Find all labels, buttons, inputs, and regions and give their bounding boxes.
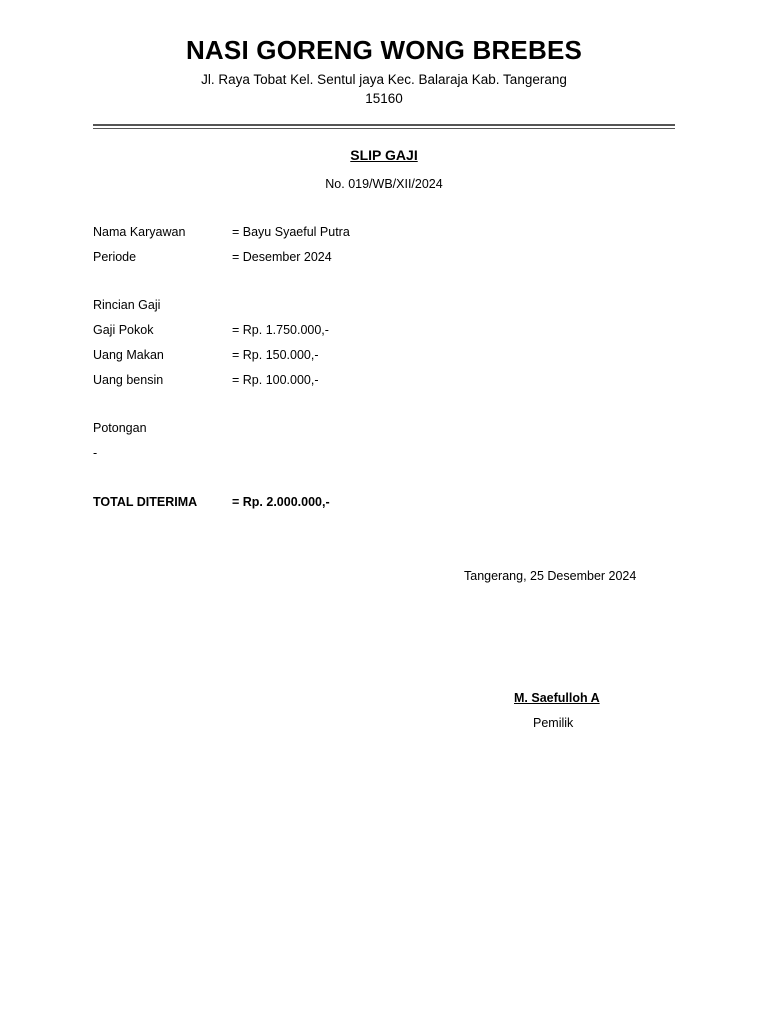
total-received-label: TOTAL DITERIMA	[93, 495, 198, 509]
period-value: = Desember 2024	[232, 250, 332, 264]
period-label: Periode	[93, 250, 137, 264]
fuel-allowance-value: = Rp. 100.000,-	[232, 373, 319, 387]
base-salary-value: = Rp. 1.750.000,-	[232, 323, 329, 337]
header-divider-thick	[93, 124, 675, 126]
header-divider-thin	[93, 128, 675, 129]
signer-role: Pemilik	[533, 716, 574, 730]
company-name: NASI GORENG WONG BREBES	[185, 35, 583, 65]
fuel-allowance-label: Uang bensin	[93, 373, 164, 387]
slip-number: No. 019/WB/XII/2024	[325, 177, 443, 191]
company-address: Jl. Raya Tobat Kel. Sentul jaya Kec. Balaraja Kab. Tangerang 15160	[201, 72, 567, 106]
meal-allowance-value: = Rp. 150.000,-	[232, 348, 319, 362]
salary-details-heading: Rincian Gaji	[93, 298, 161, 312]
slip-title: SLIP GAJI	[350, 147, 418, 163]
deductions-value: -	[93, 446, 98, 460]
signature-place-date: Tangerang, 25 Desember 2024	[464, 569, 637, 583]
base-salary-label: Gaji Pokok	[93, 323, 154, 337]
total-received-value: = Rp. 2.000.000,-	[232, 495, 330, 509]
deductions-heading: Potongan	[93, 421, 147, 435]
meal-allowance-label: Uang Makan	[93, 348, 164, 362]
signer-name: M. Saefulloh A	[514, 691, 600, 705]
employee-name-value: = Bayu Syaeful Putra	[232, 225, 350, 239]
employee-name-label: Nama Karyawan	[93, 225, 186, 239]
